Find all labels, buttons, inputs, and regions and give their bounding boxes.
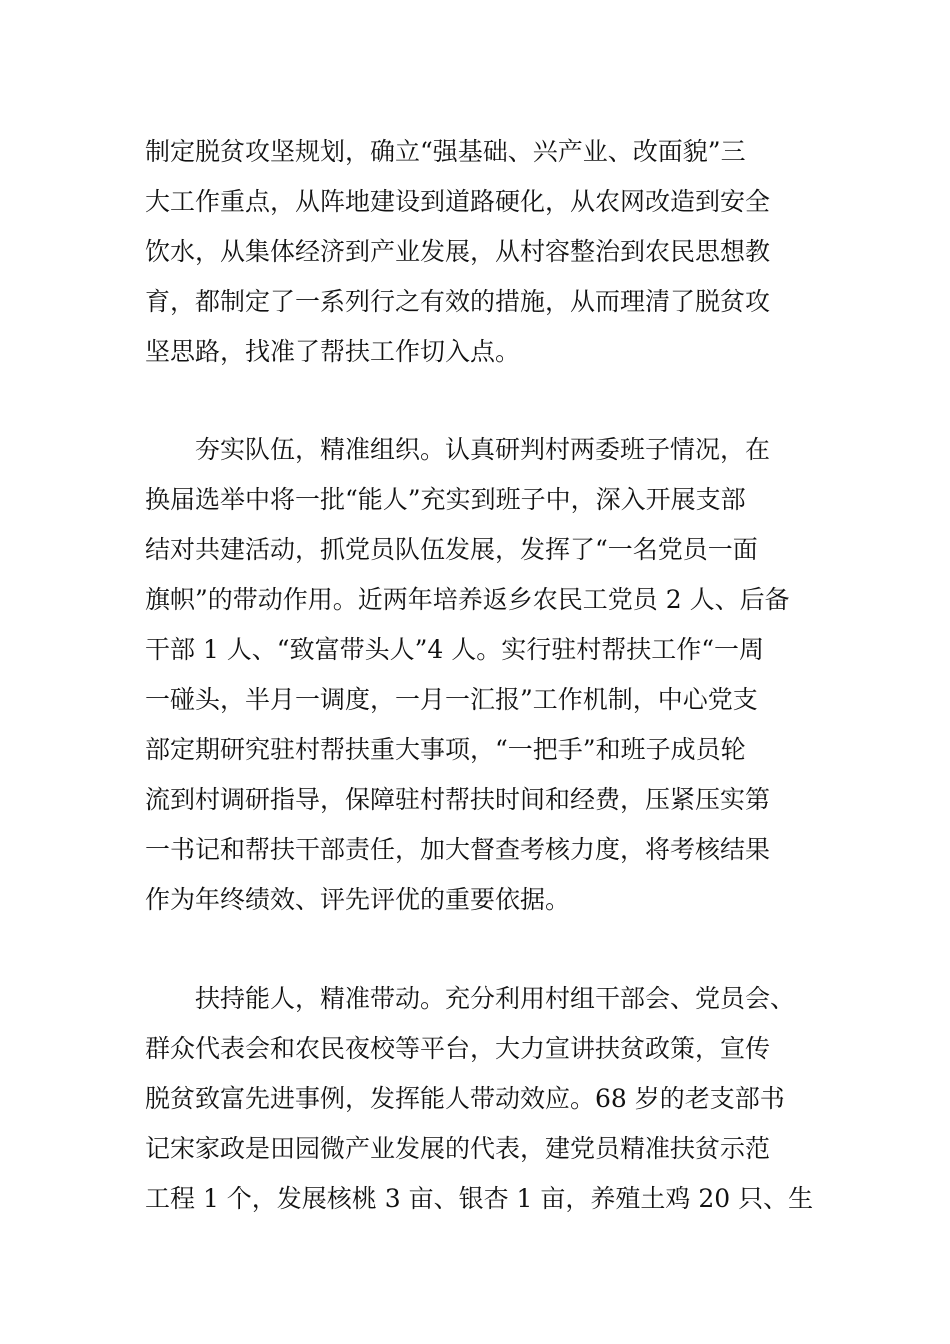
text-line: 干部 1 人、“致富带头人”4 人。实行驻村帮扶工作“一周 (145, 635, 764, 664)
text-line: 流到村调研指导，保障驻村帮扶时间和经费，压紧压实第 (145, 785, 771, 814)
text-line: 部定期研究驻村帮扶重大事项，“一把手”和班子成员轮 (145, 735, 746, 764)
text-line: 换届选举中将一批“能人”充实到班子中，深入开展支部 (145, 485, 746, 514)
text-line: 一书记和帮扶干部责任，加大督查考核力度，将考核结果 (145, 835, 771, 864)
text-line: 记宋家政是田园微产业发展的代表，建党员精准扶贫示范 (145, 1134, 771, 1163)
text-line: 制定脱贫攻坚规划，确立“强基础、兴产业、改面貌”三 (145, 137, 746, 166)
text-line: 扶持能人，精准带动。充分利用村组干部会、党员会、 (195, 984, 796, 1013)
paragraph-1 (145, 127, 825, 377)
text-line: 饮水，从集体经济到产业发展，从村容整治到农民思想教 (145, 237, 771, 266)
text-line: 工程 1 个，发展核桃 3 亩、银杏 1 亩，养殖土鸡 20 只、生 (145, 1184, 814, 1213)
text-line: 作为年终绩效、评先评优的重要依据。 (145, 885, 571, 914)
text-line: 结对共建活动，抓党员队伍发展，发挥了“一名党员一面 (145, 535, 758, 564)
paragraph-3 (145, 974, 825, 1224)
text-line: 旗帜”的带动作用。近两年培养返乡农民工党员 2 人、后备 (145, 585, 790, 614)
text-line: 坚思路，找准了帮扶工作切入点。 (145, 337, 521, 366)
paragraph-2 (145, 425, 825, 925)
text-line: 群众代表会和农民夜校等平台，大力宣讲扶贫政策，宣传 (145, 1034, 771, 1063)
text-line: 大工作重点，从阵地建设到道路硬化，从农网改造到安全 (145, 187, 771, 216)
text-line: 育，都制定了一系列行之有效的措施，从而理清了脱贫攻 (145, 287, 771, 316)
text-line: 夯实队伍，精准组织。认真研判村两委班子情况，在 (195, 435, 771, 464)
text-line: 脱贫致富先进事例，发挥能人带动效应。68 岁的老支部书 (145, 1084, 785, 1113)
text-line: 一碰头，半月一调度，一月一汇报”工作机制，中心党支 (145, 685, 758, 714)
